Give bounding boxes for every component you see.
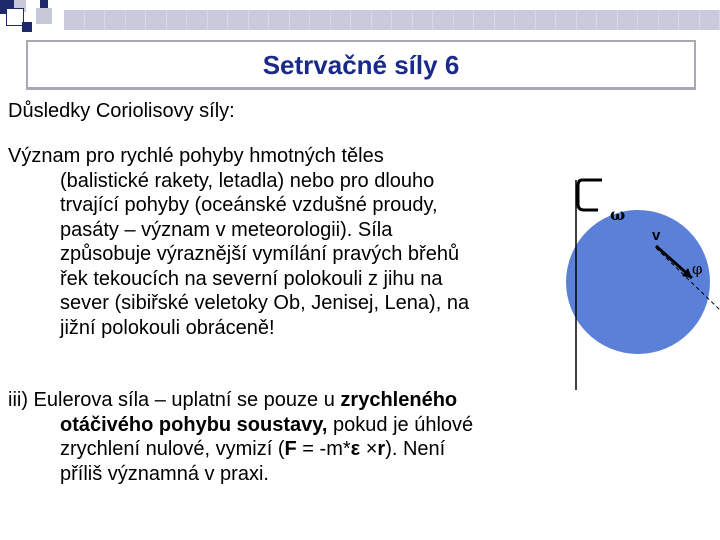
phi-label: φ bbox=[692, 260, 703, 278]
corner-square-navy-tiny bbox=[40, 0, 48, 8]
paragraph-line: sever (sibiřské veletoky Ob, Jenisej, Lena), na bbox=[60, 292, 470, 314]
epsilon-symbol: ε bbox=[350, 438, 361, 460]
text-bold: otáčivého pohybu soustavy, bbox=[60, 413, 328, 436]
text-bold: zrychleného bbox=[340, 389, 458, 411]
force-symbol: F bbox=[284, 438, 297, 460]
text-normal: ). Není bbox=[385, 438, 446, 460]
subheading: Důsledky Coriolisovy síly: bbox=[8, 100, 235, 122]
earth-rotation-diagram bbox=[560, 160, 720, 400]
text-normal: pokud je úhlové bbox=[327, 413, 474, 436]
velocity-label: v bbox=[652, 227, 661, 244]
rotation-arrow-icon bbox=[578, 180, 602, 210]
paragraph-euler-force bbox=[8, 388, 608, 486]
paragraph-line: jižní polokouli obráceně! bbox=[60, 316, 275, 339]
corner-square-grey-small bbox=[36, 8, 52, 24]
paragraph-line: (balistické rakety, letadla) nebo pro dlouho bbox=[60, 169, 435, 192]
text-normal: × bbox=[360, 438, 378, 460]
paragraph-line bbox=[8, 437, 608, 462]
slide-title: Setrvačné síly 6 bbox=[26, 40, 696, 90]
header-decoration-bar bbox=[64, 10, 720, 30]
paragraph-line bbox=[8, 413, 608, 438]
corner-square-navy-small bbox=[22, 22, 32, 32]
paragraph-line: trvající pohyby (oceánské vzdušné proudy, bbox=[60, 194, 438, 216]
paragraph-line bbox=[8, 389, 457, 411]
paragraph-coriolis-significance bbox=[8, 144, 568, 340]
paragraph-line: příliš významná v praxi. bbox=[60, 462, 269, 485]
earth-sphere bbox=[566, 210, 710, 354]
paragraph-line: řek tekoucích na severní polokouli z jihu na bbox=[60, 267, 443, 290]
omega-label: ω bbox=[610, 205, 626, 224]
paragraph-line: pasáty – význam v meteorologii). Síla bbox=[60, 218, 393, 241]
text-normal: = -m* bbox=[296, 438, 351, 460]
text-normal: zrychlení nulové, vymizí ( bbox=[60, 438, 285, 460]
paragraph-line: způsobuje výraznější vymílání pravých břehů bbox=[60, 243, 460, 265]
radius-symbol: r bbox=[377, 438, 386, 460]
text-normal: iii) Eulerova síla – uplatní se pouze u bbox=[8, 389, 341, 411]
paragraph-line: Význam pro rychlé pohyby hmotných těles bbox=[8, 145, 384, 167]
